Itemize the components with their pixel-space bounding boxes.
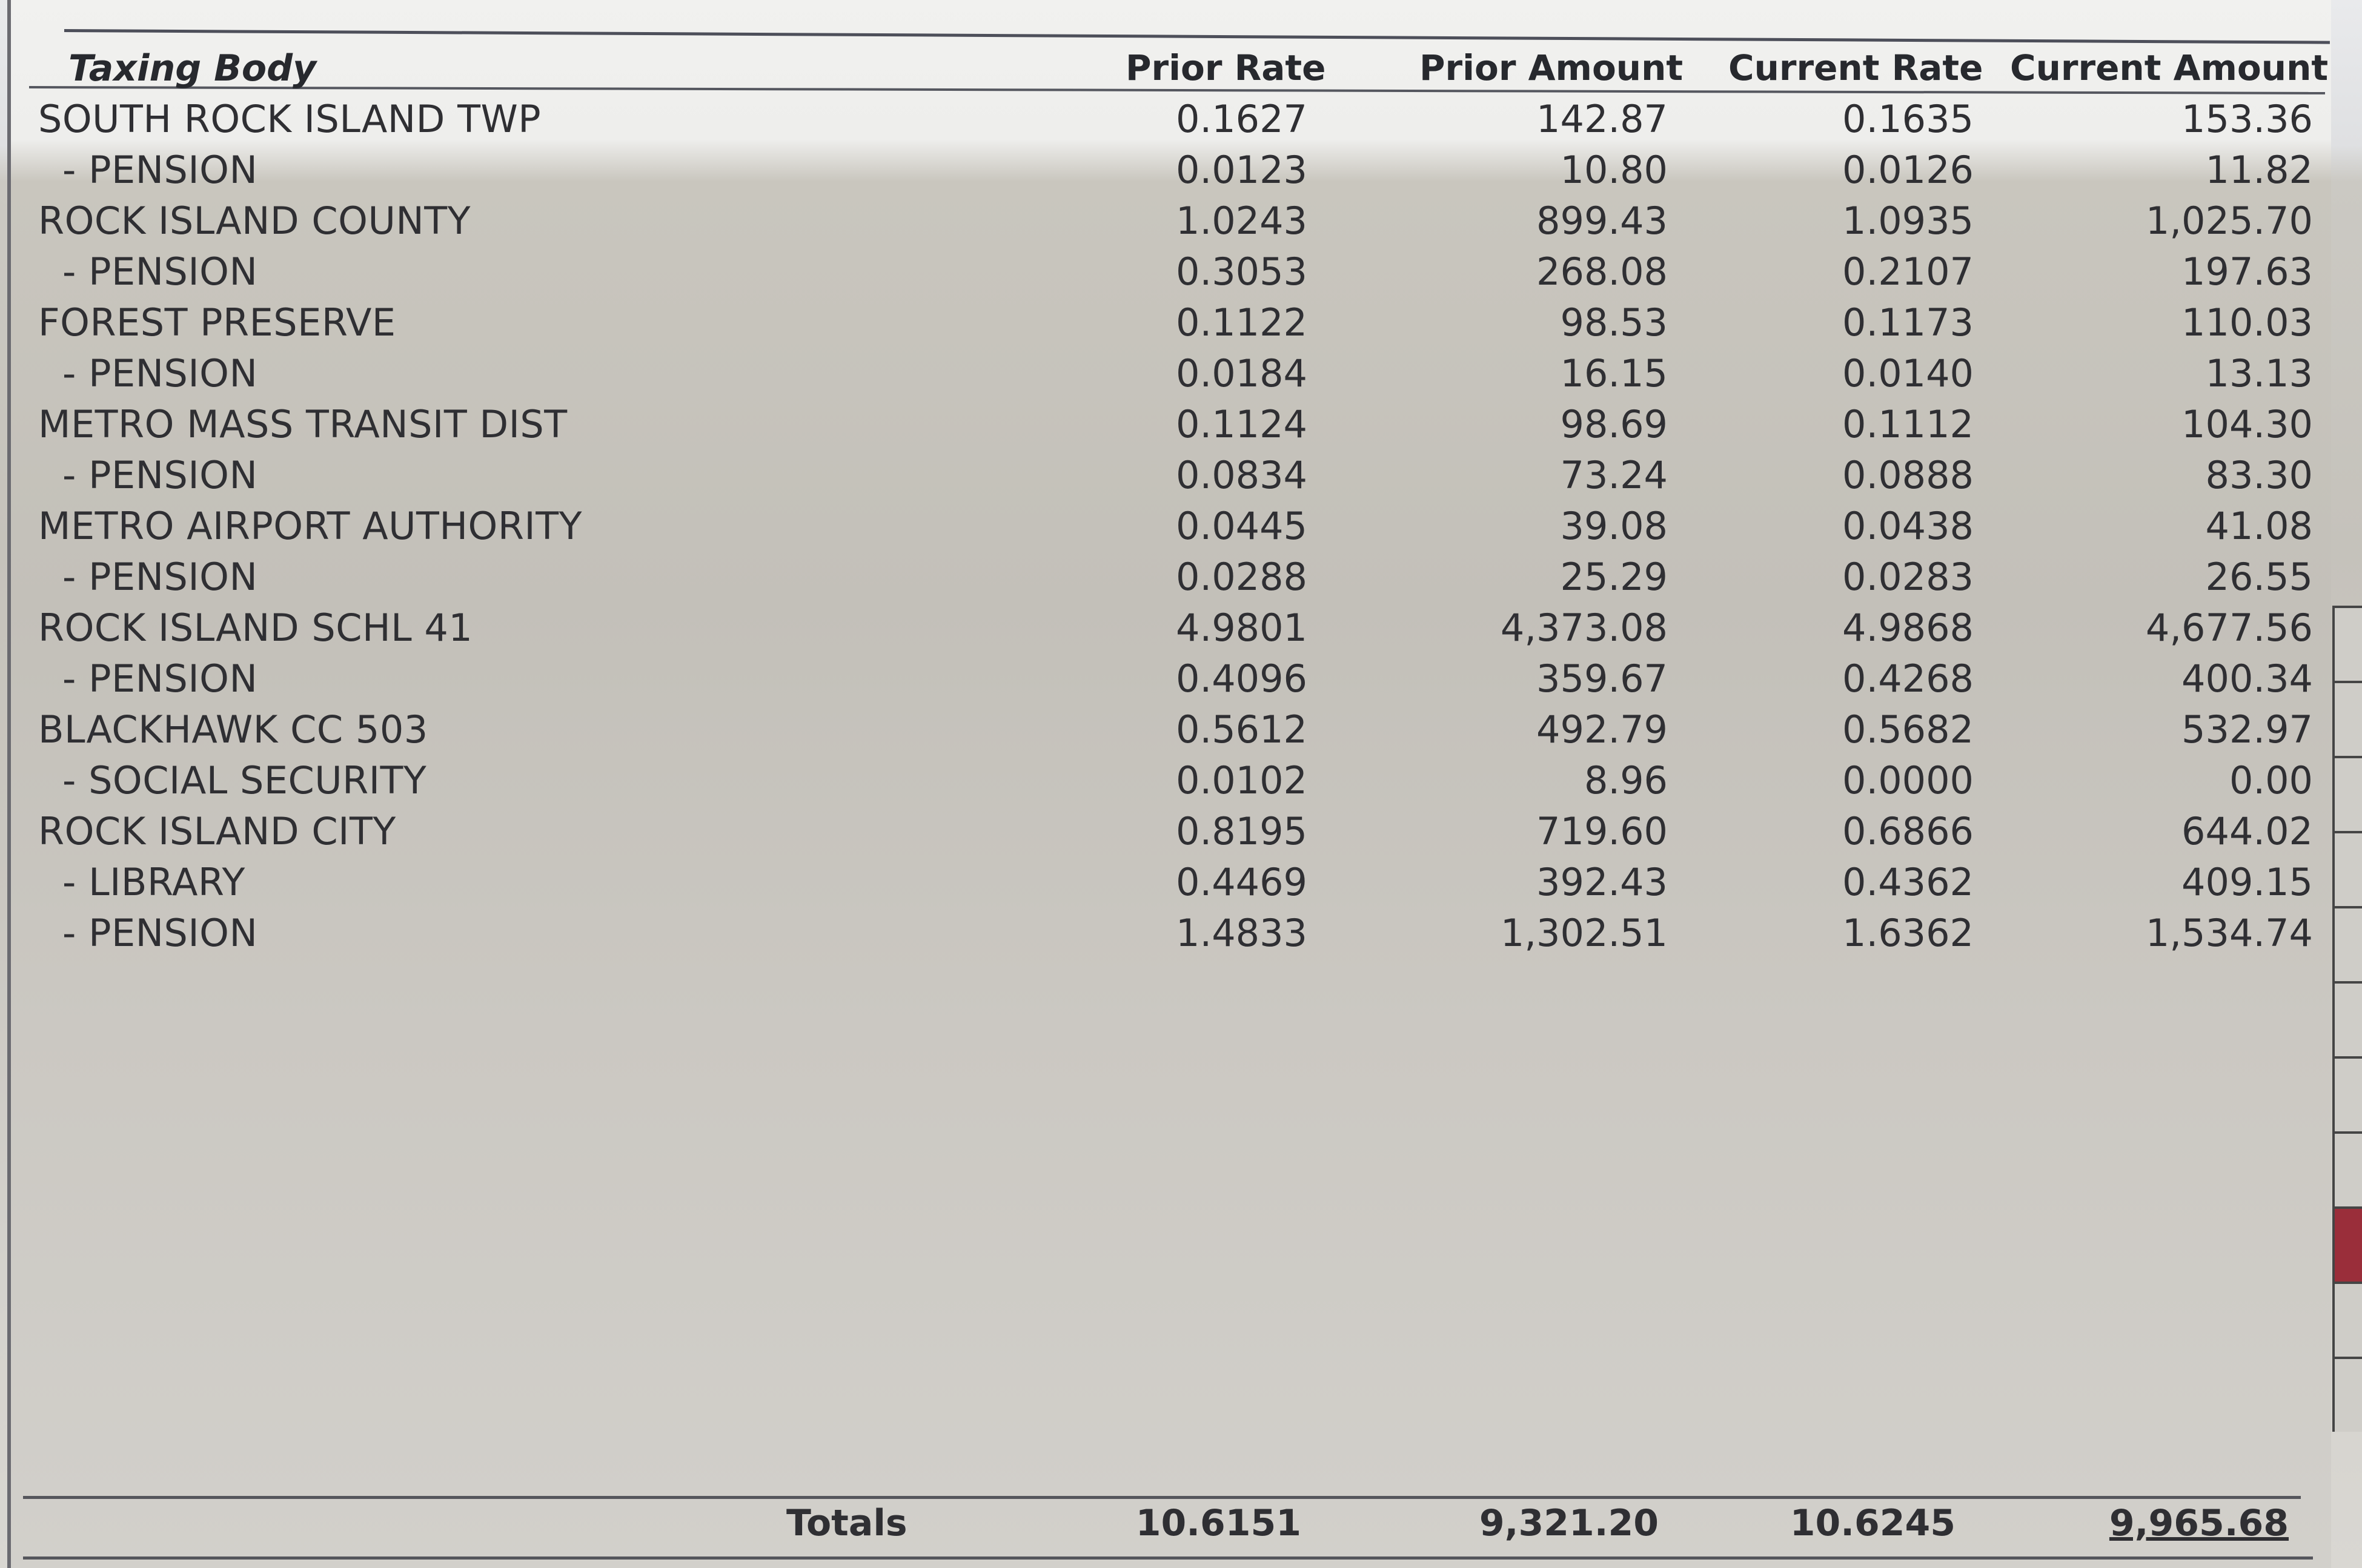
totals-label: Totals	[786, 1502, 907, 1544]
edge-cell	[2332, 1357, 2362, 1432]
current-amount-cell: 532.97	[2181, 707, 2313, 752]
table-row	[11, 402, 2343, 453]
taxing-body-name: ROCK ISLAND SCHL 41	[38, 606, 473, 650]
edge-cell	[2332, 906, 2362, 981]
table-row	[11, 351, 2343, 402]
prior-amount-cell: 4,373.08	[1500, 606, 1668, 650]
prior-rate-cell: 0.0102	[1176, 758, 1307, 802]
prior-rate-cell: 1.0243	[1176, 199, 1307, 243]
edge-cell	[2332, 981, 2362, 1056]
adjacent-form-edge	[2332, 606, 2362, 1526]
table-row	[11, 148, 2343, 199]
prior-rate-cell: 1.4833	[1176, 911, 1307, 955]
edge-cell	[2332, 681, 2362, 756]
tax-statement-sheet	[7, 0, 2331, 1568]
table-row	[11, 809, 2343, 860]
totals-current-rate: 10.6245	[1790, 1502, 1956, 1544]
taxing-body-name: METRO MASS TRANSIT DIST	[38, 402, 568, 446]
prior-rate-cell: 0.0834	[1176, 453, 1307, 497]
taxing-body-name: - PENSION	[62, 250, 258, 294]
current-amount-cell: 0.00	[2229, 758, 2313, 802]
prior-amount-cell: 1,302.51	[1500, 911, 1668, 955]
prior-amount-cell: 98.53	[1560, 300, 1668, 345]
prior-amount-cell: 16.15	[1560, 351, 1668, 395]
header-taxing-body: Taxing Body	[68, 47, 317, 90]
prior-amount-cell: 10.80	[1560, 148, 1668, 192]
prior-rate-cell: 4.9801	[1176, 606, 1307, 650]
current-amount-cell: 197.63	[2181, 250, 2313, 294]
prior-amount-cell: 73.24	[1560, 453, 1668, 497]
table-row	[11, 860, 2343, 911]
prior-rate-cell: 0.1627	[1176, 97, 1307, 141]
taxing-body-name: - PENSION	[62, 657, 258, 701]
prior-rate-cell: 0.3053	[1176, 250, 1307, 294]
table-row	[11, 250, 2343, 300]
prior-amount-cell: 392.43	[1536, 860, 1668, 904]
footer-rule-bottom	[23, 1556, 2313, 1560]
current-amount-cell: 1,534.74	[2145, 911, 2313, 955]
taxing-body-name: METRO AIRPORT AUTHORITY	[38, 504, 582, 548]
prior-amount-cell: 719.60	[1536, 809, 1668, 853]
taxing-body-name: - SOCIAL SECURITY	[62, 758, 427, 802]
current-rate-cell: 0.1635	[1842, 97, 1974, 141]
current-amount-cell: 4,677.56	[2145, 606, 2313, 650]
header-prior-amount: Prior Amount	[1419, 47, 1684, 88]
table-row	[11, 504, 2343, 555]
current-rate-cell: 0.0000	[1842, 758, 1974, 802]
current-rate-cell: 0.2107	[1842, 250, 1974, 294]
taxing-body-name: FOREST PRESERVE	[38, 300, 396, 345]
current-amount-cell: 1,025.70	[2145, 199, 2313, 243]
prior-amount-cell: 25.29	[1560, 555, 1668, 599]
current-amount-cell: 409.15	[2181, 860, 2313, 904]
prior-amount-cell: 268.08	[1536, 250, 1668, 294]
taxing-body-name: - LIBRARY	[62, 860, 245, 904]
header-current-amount: Current Amount	[2010, 47, 2329, 88]
header-current-rate: Current Rate	[1728, 47, 1983, 88]
edge-cell	[2332, 1056, 2362, 1131]
edge-cell	[2332, 606, 2362, 681]
current-rate-cell: 0.0283	[1842, 555, 1974, 599]
prior-rate-cell: 0.1122	[1176, 300, 1307, 345]
current-amount-cell: 11.82	[2205, 148, 2313, 192]
prior-amount-cell: 899.43	[1536, 199, 1668, 243]
edge-cell-red	[2332, 1206, 2362, 1282]
footer-rule-top	[23, 1496, 2301, 1499]
prior-amount-cell: 8.96	[1584, 758, 1668, 802]
current-rate-cell: 0.1173	[1842, 300, 1974, 345]
current-rate-cell: 0.0140	[1842, 351, 1974, 395]
prior-rate-cell: 0.1124	[1176, 402, 1307, 446]
totals-prior-amount: 9,321.20	[1479, 1502, 1659, 1544]
current-amount-cell: 110.03	[2181, 300, 2313, 345]
table-row	[11, 555, 2343, 606]
current-amount-cell: 41.08	[2205, 504, 2313, 548]
edge-cell	[2332, 1131, 2362, 1206]
edge-cell	[2332, 831, 2362, 906]
current-rate-cell: 0.4268	[1842, 657, 1974, 701]
current-amount-cell: 26.55	[2205, 555, 2313, 599]
current-amount-cell: 104.30	[2181, 402, 2313, 446]
current-rate-cell: 4.9868	[1842, 606, 1974, 650]
prior-rate-cell: 0.0445	[1176, 504, 1307, 548]
taxing-body-name: - PENSION	[62, 555, 258, 599]
taxing-body-name: SOUTH ROCK ISLAND TWP	[38, 97, 542, 141]
current-rate-cell: 0.0438	[1842, 504, 1974, 548]
table-row	[11, 97, 2343, 148]
top-rule	[64, 29, 2330, 44]
prior-rate-cell: 0.8195	[1176, 809, 1307, 853]
table-row	[11, 606, 2343, 657]
current-rate-cell: 1.6362	[1842, 911, 1974, 955]
current-amount-cell: 83.30	[2205, 453, 2313, 497]
current-rate-cell: 1.0935	[1842, 199, 1974, 243]
prior-amount-cell: 142.87	[1536, 97, 1668, 141]
current-rate-cell: 0.5682	[1842, 707, 1974, 752]
edge-cell	[2332, 1282, 2362, 1357]
taxing-body-name: - PENSION	[62, 453, 258, 497]
prior-rate-cell: 0.0123	[1176, 148, 1307, 192]
taxing-body-name: ROCK ISLAND COUNTY	[38, 199, 471, 243]
prior-amount-cell: 39.08	[1560, 504, 1668, 548]
prior-rate-cell: 0.0184	[1176, 351, 1307, 395]
header-prior-rate: Prior Rate	[1126, 47, 1326, 88]
table-row	[11, 300, 2343, 351]
table-row	[11, 911, 2343, 962]
table-row	[11, 199, 2343, 250]
totals-prior-rate: 10.6151	[1135, 1502, 1301, 1544]
totals-row	[11, 1502, 2343, 1556]
current-amount-cell: 13.13	[2205, 351, 2313, 395]
current-rate-cell: 0.0888	[1842, 453, 1974, 497]
current-rate-cell: 0.4362	[1842, 860, 1974, 904]
prior-amount-cell: 492.79	[1536, 707, 1668, 752]
taxing-body-name: - PENSION	[62, 351, 258, 395]
prior-rate-cell: 0.4096	[1176, 657, 1307, 701]
prior-amount-cell: 359.67	[1536, 657, 1668, 701]
table-row	[11, 657, 2343, 707]
edge-cell	[2332, 756, 2362, 831]
totals-current-amount: 9,965.68	[2109, 1502, 2289, 1544]
table-row	[11, 707, 2343, 758]
prior-rate-cell: 0.0288	[1176, 555, 1307, 599]
taxing-body-name: - PENSION	[62, 148, 258, 192]
taxing-body-name: - PENSION	[62, 911, 258, 955]
current-rate-cell: 0.6866	[1842, 809, 1974, 853]
current-rate-cell: 0.0126	[1842, 148, 1974, 192]
table-row	[11, 453, 2343, 504]
table-row	[11, 758, 2343, 809]
prior-amount-cell: 98.69	[1560, 402, 1668, 446]
current-amount-cell: 644.02	[2181, 809, 2313, 853]
prior-rate-cell: 0.4469	[1176, 860, 1307, 904]
prior-rate-cell: 0.5612	[1176, 707, 1307, 752]
current-rate-cell: 0.1112	[1842, 402, 1974, 446]
taxing-body-name: ROCK ISLAND CITY	[38, 809, 396, 853]
current-amount-cell: 400.34	[2181, 657, 2313, 701]
taxing-body-name: BLACKHAWK CC 503	[38, 707, 428, 752]
current-amount-cell: 153.36	[2181, 97, 2313, 141]
